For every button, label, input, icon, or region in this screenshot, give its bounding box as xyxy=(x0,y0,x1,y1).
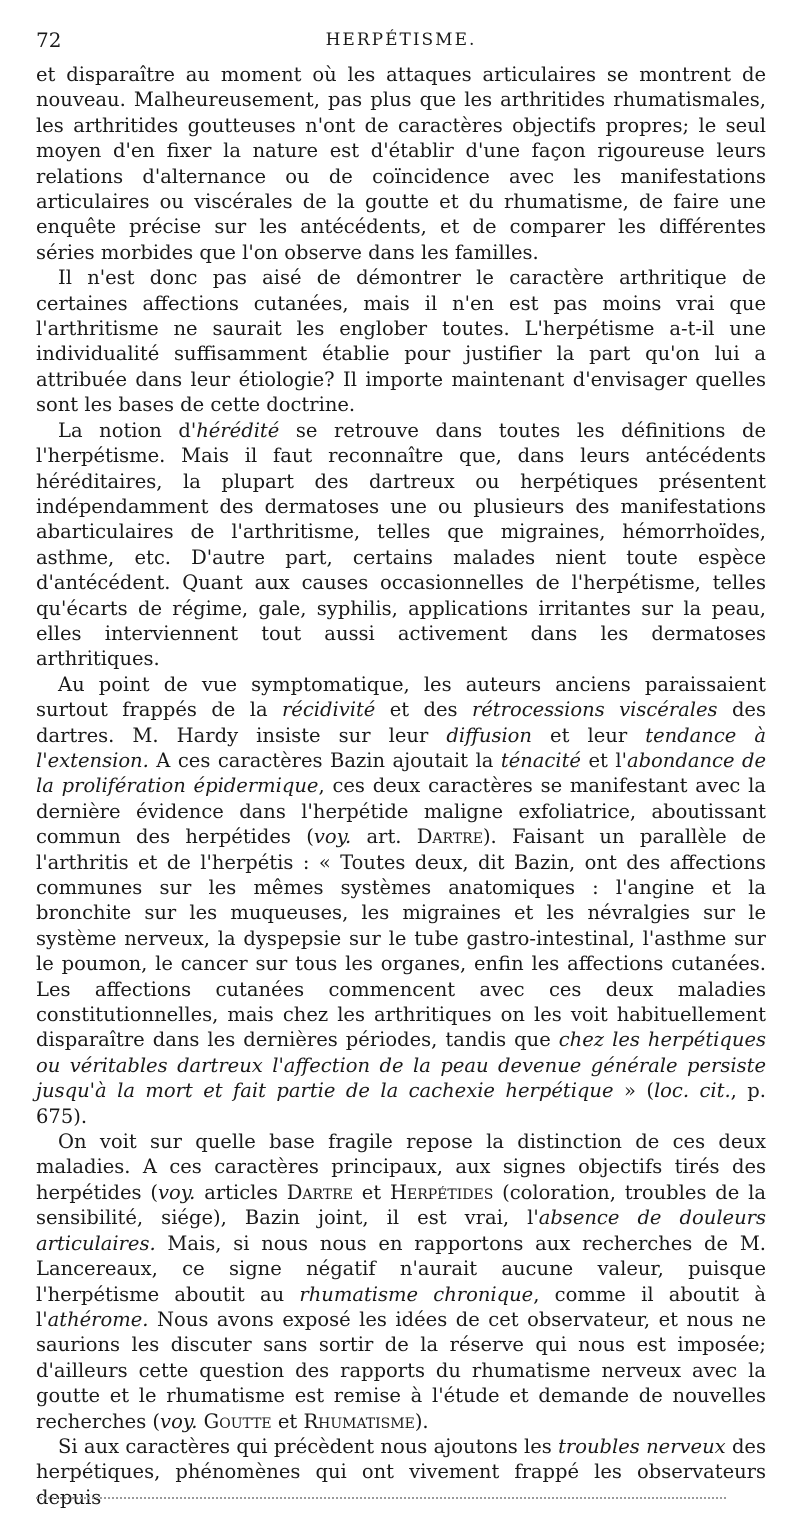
small-caps-text: Dartre xyxy=(416,825,483,849)
small-caps-text: Dartre xyxy=(286,1180,353,1204)
italic-text: athérome. xyxy=(47,1307,149,1331)
text-run: Nous avons exposé les idées de cet observateur, et nous ne saurions les discuter sans sortir de la réserve qui nous est imposée; d'ailleurs cette question des rapports du rhumatisme nerveux avec la goutte et le rhumatisme est remise à l'étude et demande de nouvelles recherches ( xyxy=(36,1307,766,1433)
text-run: Au point de vue symptomatique, les auteurs anciens paraissaient surtout frappés de la xyxy=(36,672,766,722)
small-caps-text: Herpétides xyxy=(389,1180,494,1204)
paragraph xyxy=(36,672,766,1129)
text-run: Il n'est donc pas aisé de démontrer le caractère arthritique de certaines affections cutanées, mais il n'en est pas moins vrai que l'arthritisme ne saurait les englober toutes. L'herpétisme a-t-il une individualité suffisamment établie pour justifier la part qu'on lui a attribuée dans leur étiologie? Il importe maintenant d'envisager quelles sont les bases de cette doctrine. xyxy=(36,266,766,417)
italic-text: récidivité xyxy=(281,698,376,722)
page-number: 72 xyxy=(36,28,62,52)
italic-text: rhumatisme chronique xyxy=(299,1282,534,1306)
paragraph xyxy=(36,62,766,265)
text-run: » ( xyxy=(613,1079,654,1103)
text-run: et l' xyxy=(580,748,627,772)
text-run: et disparaître au moment où les attaques articulaires se montrent de nouveau. Malheureusement, pas plus que les arthritides rhumatismales, les arthritides goutteuses n'ont de caractères objectifs propres; le seul moyen d'en fixer la nature est d'établir d'une façon rigoureuse leurs relations d'alternance ou de coïncidence avec les manifestations articulaires ou viscérales de la goutte et du rhumatisme, de faire une enquête précise sur les antécédents, et de comparer les différentes séries morbides que l'on observe dans les familles. xyxy=(36,63,766,264)
text-run: On voit sur quelle base fragile repose la distinction de ces deux maladies. A ces caractères principaux, aux signes objectifs tirés des herpétides ( xyxy=(36,1130,766,1204)
italic-text: voy. xyxy=(313,825,352,849)
text-run: A ces caractères Bazin ajoutait la xyxy=(148,748,501,772)
text-run: Si aux caractères qui précèdent nous ajoutons les xyxy=(58,1434,559,1458)
running-title: HERPÉTISME. xyxy=(325,30,477,50)
paragraph xyxy=(36,418,766,672)
text-run: La notion d' xyxy=(58,418,197,442)
text-run: des herpétiques, phénomènes qui ont vivement frappé les observateurs depuis xyxy=(36,1434,766,1509)
italic-text: voy. xyxy=(160,1409,198,1433)
paragraph xyxy=(36,1129,766,1434)
italic-text: tendance à l'extension. xyxy=(36,723,766,772)
italic-text: voy. xyxy=(158,1180,196,1204)
paragraph xyxy=(36,265,766,417)
text-run: art. xyxy=(351,825,417,849)
italic-text: abondance de la prolifération épidermique xyxy=(36,748,767,798)
text-run: articles xyxy=(195,1180,287,1204)
text-run: des dartres. M. Hardy insiste sur leur xyxy=(36,698,766,747)
italic-text: absence de douleurs articulaires. xyxy=(36,1206,766,1255)
italic-text: diffusion xyxy=(446,723,532,747)
text-run: ). xyxy=(414,1409,429,1433)
italic-text: loc. cit. xyxy=(653,1079,731,1103)
text-run: et leur xyxy=(531,723,646,747)
text-run: , ces deux caractères se manifestant avec la dernière évidence dans l'herpétide maligne exfoliatrice, aboutissant commun des herpétides ( xyxy=(36,774,767,849)
text-run: et xyxy=(352,1180,390,1204)
small-caps-text: Rhumatisme xyxy=(303,1409,415,1433)
italic-text: rétrocessions viscérales xyxy=(471,698,718,722)
page-header xyxy=(36,28,766,58)
body-text xyxy=(36,62,766,1510)
text-run: ). Faisant un parallèle de l'arthritis et de l'herpétis : « Toutes deux, dit Bazin, ont des affections communes sur les mêmes systèmes anatomiques : l'angine et la bronchite sur les muqueuses, les migraines et les névralgies sur le système nerveux, la dyspepsie sur le tube gastro-intestinal, l'asthme sur le poumon, le cancer sur tous les organes, enfin les affections cutanées. Les affections cutanées commencent avec ces deux maladies constitutionnelles, mais chez les arthritiques on les voit habituellement disparaître dans les dernières périodes, tandis que xyxy=(36,825,766,1052)
text-run: et xyxy=(271,1409,304,1433)
text-run: et des xyxy=(375,698,472,722)
small-caps-text: Goutte xyxy=(203,1409,272,1433)
italic-text: chez les herpétiques ou véritables dartreux l'affection de la peau devenue générale persiste jusqu'à la mort et fait partie de la cachexie herpétique xyxy=(36,1028,766,1103)
text-run: , p. 675). xyxy=(36,1079,766,1128)
text-run: Mais, si nous nous en rapportons aux recherches de M. Lancereaux, ce signe négatif n'aurait aucune valeur, puisque l'herpétisme aboutit au xyxy=(36,1231,766,1306)
text-run: , comme il aboutit à l' xyxy=(36,1282,766,1331)
text-run: (coloration, troubles de la sensibilité, siége), Bazin joint, il est vrai, l' xyxy=(36,1180,767,1230)
italic-text: troubles nerveux xyxy=(558,1434,726,1458)
italic-text: hérédité xyxy=(196,418,280,442)
text-run: se retrouve dans toutes les définitions de l'herpétisme. Mais il faut reconnaître que, dans leurs antécédents héréditaires, la plupart des dartreux ou herpétiques présentent indépendamment des dermatoses une ou plusieurs des manifestations abarticulaires de l'arthritisme, telles que migraines, hémorrhoïdes, asthme, etc. D'autre part, certains malades nient toute espèce d'antécédent. Quant aux causes occasionnelles de l'herpétisme, telles qu'écarts de régime, gale, syphilis, applications irritantes sur la peau, elles interviennent tout aussi activement dans les dermatoses arthritiques. xyxy=(36,418,766,671)
footer-dotted-rule xyxy=(36,1497,726,1499)
italic-text: ténacité xyxy=(500,748,581,772)
